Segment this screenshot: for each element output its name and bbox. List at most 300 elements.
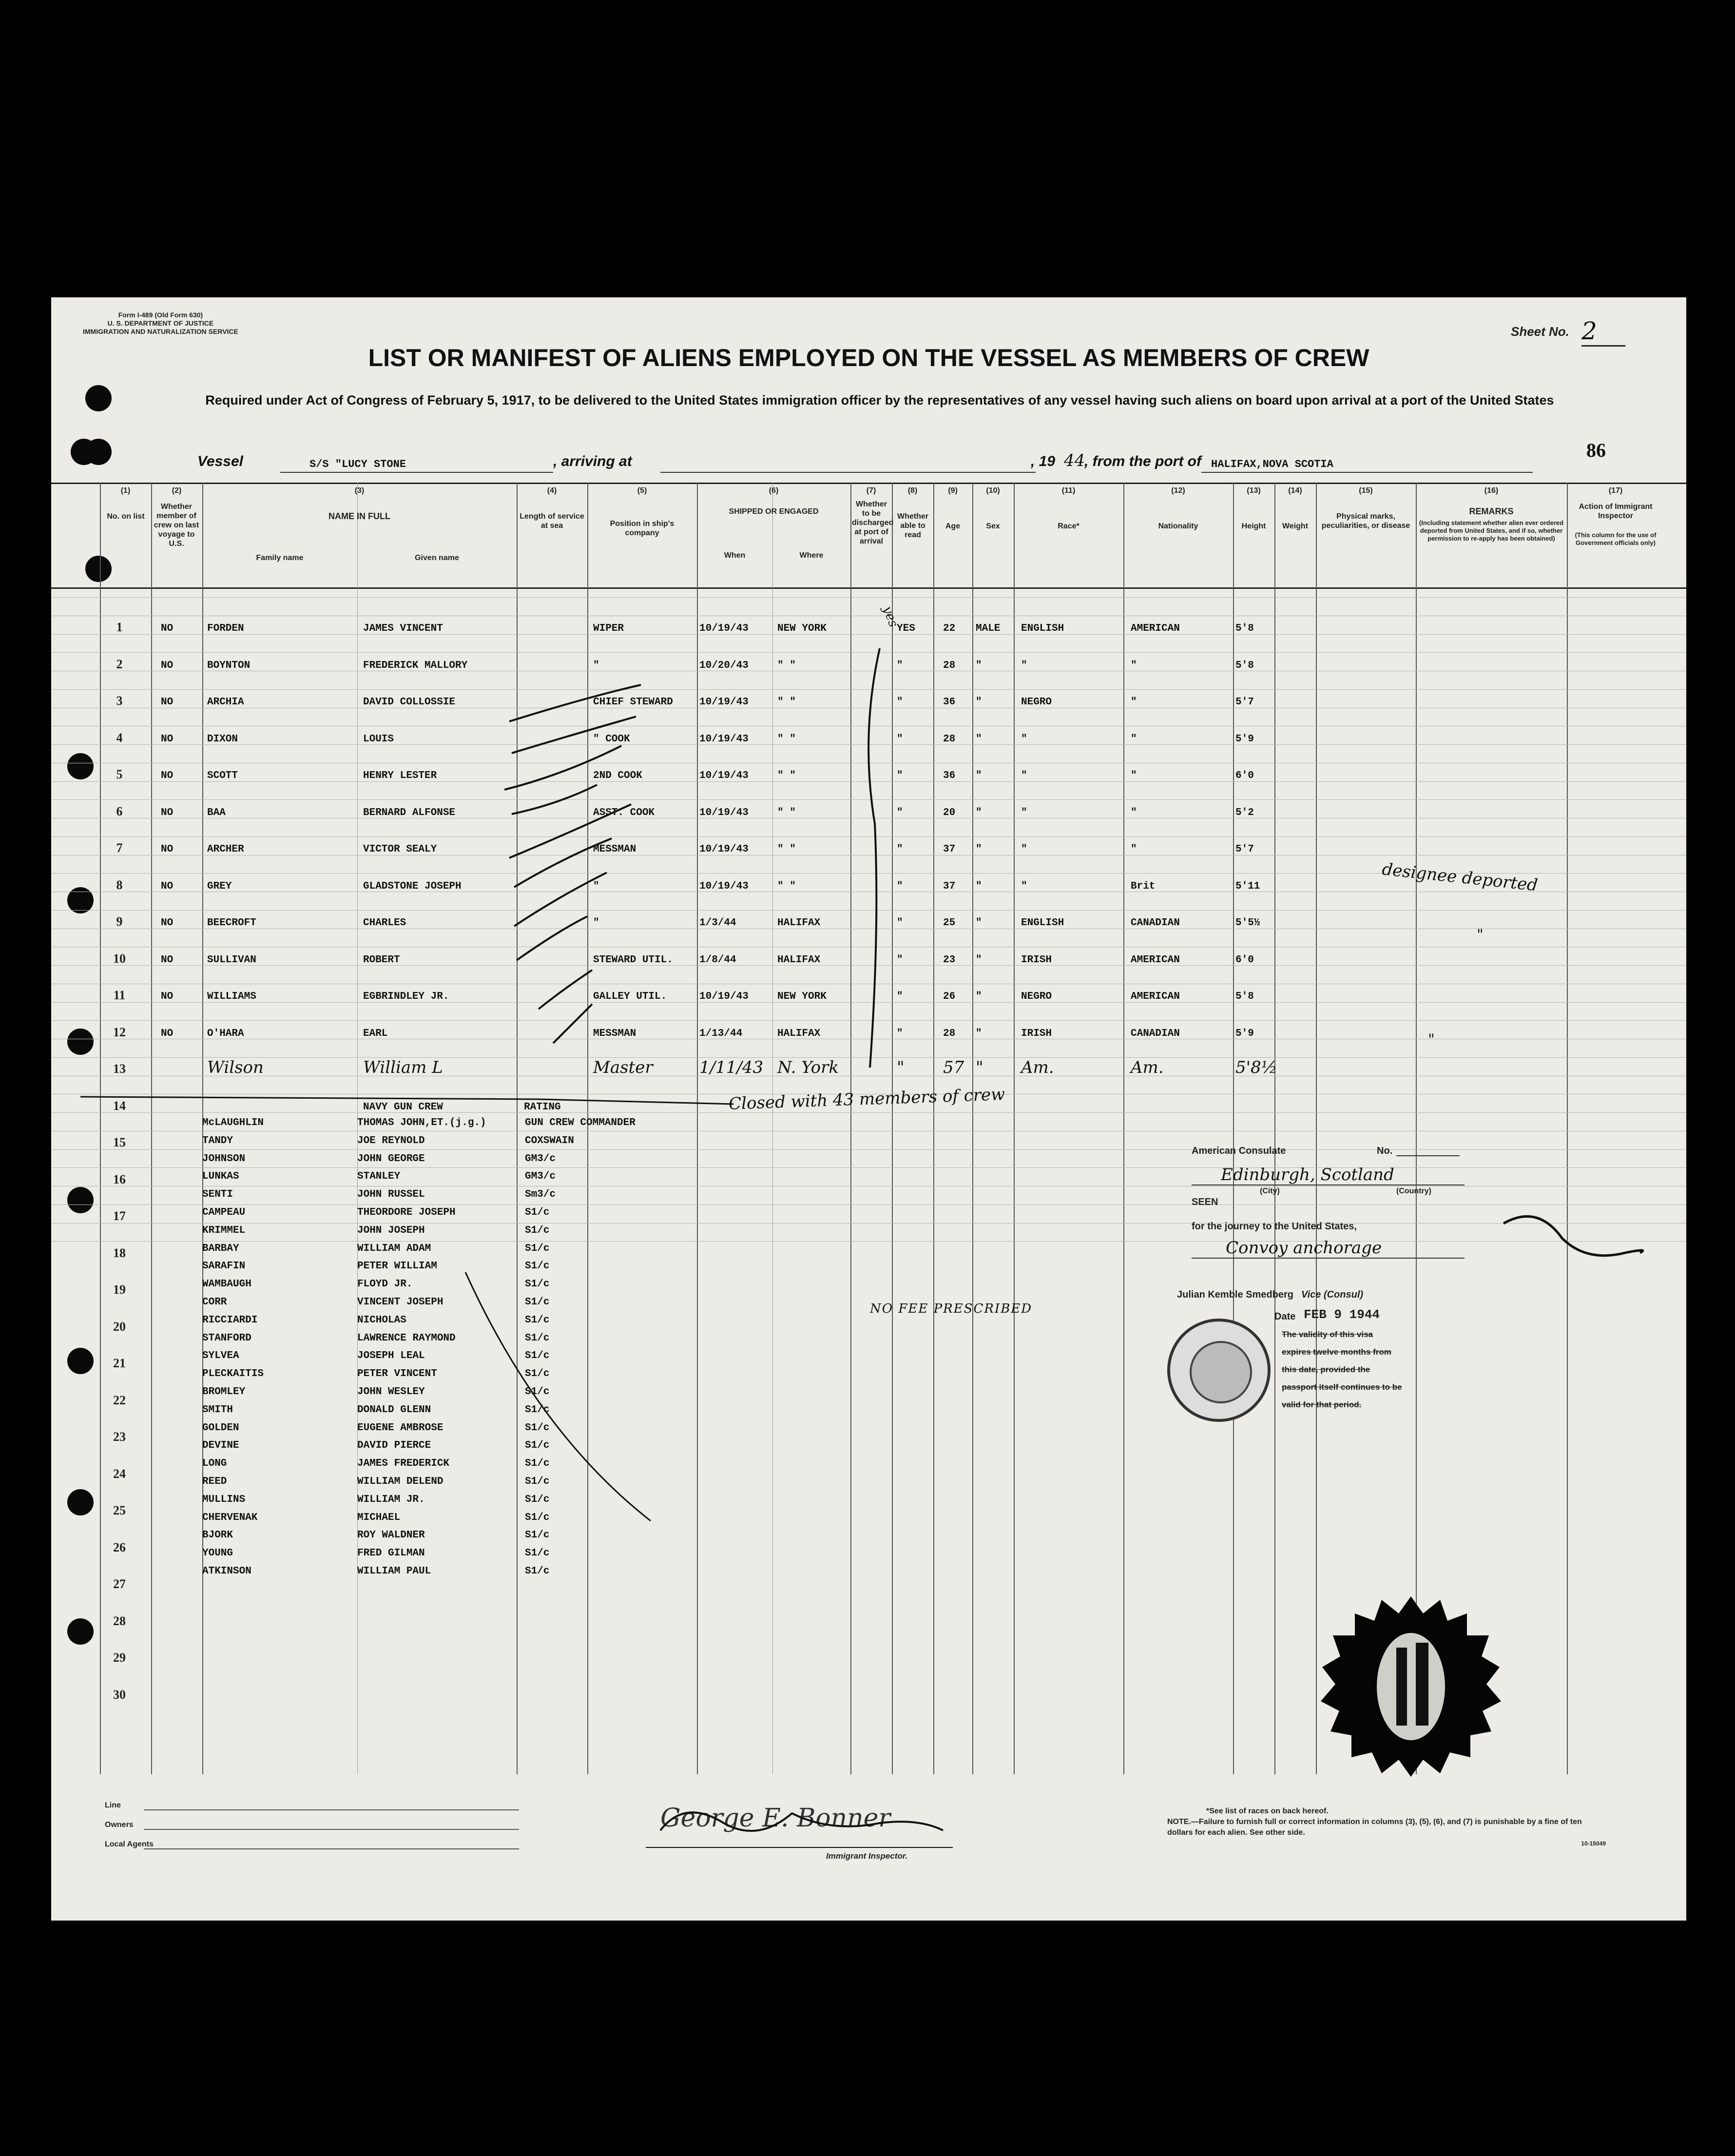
crew-cell-when: 10/19/43 [699, 697, 749, 708]
crew-cell-when: 10/19/43 [699, 880, 749, 892]
crew-cell-given: FREDERICK MALLORY [363, 660, 468, 671]
crew-cell-when: 10/19/43 [699, 770, 749, 781]
col-header-position: Position in ship's company [610, 520, 675, 537]
crew-cell-where: " " [777, 660, 796, 671]
col-header-action-note: (This column for the use of Government officials only) [1575, 531, 1657, 546]
crew-cell-sex: " [976, 844, 982, 855]
row-number: 11 [113, 988, 126, 1002]
crew-cell-when: 10/19/43 [699, 991, 749, 1002]
remark-ditto: " [1477, 926, 1484, 943]
crew-cell-where: " " [777, 880, 796, 892]
crew-cell-age: 28 [943, 1028, 956, 1039]
crew-cell-where: " " [777, 770, 796, 781]
col-number: (12) [1171, 486, 1185, 495]
crew-cell-nationality: " [1131, 807, 1137, 818]
crew-cell-given: EGBRINDLEY JR. [363, 991, 449, 1002]
crew-cell-when: 1/13/44 [699, 1028, 743, 1039]
crew-cell-height: 5'8 [1235, 623, 1254, 634]
gun-crew-rating: S1/c [525, 1404, 550, 1416]
gun-crew-family: STANFORD [202, 1332, 251, 1344]
consul-signature [1504, 1216, 1643, 1255]
crew-cell-race: " [1021, 807, 1027, 818]
crew-cell-where: " " [777, 807, 796, 818]
crew-cell-sex: " [976, 697, 982, 708]
crew-cell-family: GREY [207, 880, 232, 892]
crew-cell-read: " [897, 954, 903, 966]
crew-cell-sex: " [976, 917, 982, 929]
crew-cell-position: ASST. COOK [593, 807, 655, 818]
crew-cell-family: WILLIAMS [207, 991, 256, 1002]
crew-cell-race: NEGRO [1021, 697, 1052, 708]
gun-crew-given: JOHN WESLEY [357, 1386, 425, 1398]
col-number: (5) [637, 486, 647, 495]
crew-cell-when: 1/3/44 [699, 917, 736, 929]
row-number: 7 [116, 841, 123, 855]
discharged-bracket [868, 648, 880, 1068]
crew-cell-sex: " [976, 807, 982, 818]
crew-cell-height: 5'5½ [1235, 917, 1260, 929]
crew-cell-where: HALIFAX [777, 917, 821, 929]
gun-crew-family: RICCIARDI [202, 1314, 258, 1326]
gun-crew-given: DONALD GLENN [357, 1404, 431, 1416]
row-number: 9 [116, 914, 123, 929]
gun-crew-given: JAMES FREDERICK [357, 1458, 450, 1470]
crew-cell-given: JAMES VINCENT [363, 623, 443, 634]
col-header-family: Family name [256, 554, 304, 562]
gun-crew-rating: S1/c [525, 1548, 550, 1559]
crew-cell-read: YES [897, 623, 915, 634]
validity-note: The validity of this visa expires twelve months from this date, provided the passport itself continues to be valid for that period. [1282, 1330, 1402, 1409]
col-number: (16) [1484, 486, 1499, 495]
gun-crew-rating: S1/c [525, 1566, 550, 1577]
crew-cell-position: GALLEY UTIL. [593, 991, 667, 1002]
vessel-label: Vessel [197, 453, 243, 469]
row-number: 17 [113, 1209, 126, 1223]
inspector-label: Immigrant Inspector. [826, 1851, 908, 1861]
crew-cell-when: 10/19/43 [699, 807, 749, 818]
row-number: 1 [116, 620, 123, 634]
crew-cell-family: BAA [207, 807, 226, 818]
gun-crew-family: KRIMMEL [202, 1224, 246, 1236]
row-number: 19 [113, 1282, 126, 1297]
gun-crew-divider [80, 1097, 733, 1104]
consul-name: Julian Kemble Smedberg [1177, 1289, 1293, 1300]
row-number: 3 [116, 694, 123, 708]
crew-cell-height: 5'8 [1235, 991, 1254, 1002]
gun-crew-given: THEORDORE JOSEPH [357, 1207, 456, 1218]
col-header-last-voyage: Whether member of crew on last voyage to U.S. [154, 503, 199, 548]
footer-code: 10-15049 [1581, 1840, 1606, 1847]
col-number: (3) [354, 486, 365, 495]
gun-crew-given: WILLIAM PAUL [357, 1566, 431, 1577]
footer-notes [1167, 1806, 1606, 1849]
crew-cell-race: Am. [1021, 1058, 1054, 1077]
col-number: (13) [1247, 486, 1261, 495]
gun-crew-rating: S1/c [525, 1279, 550, 1290]
gun-crew-given: JOSEPH LEAL [357, 1350, 425, 1362]
crew-cell-where: " " [777, 733, 796, 745]
gun-crew-given: JOHN JOSEPH [357, 1224, 425, 1236]
crew-cell-height: 5'8 [1235, 660, 1254, 671]
col-number: (8) [907, 486, 918, 495]
discharged-yes: yes [880, 604, 901, 629]
manifest-sheet [51, 297, 1686, 1921]
gun-crew-family: GOLDEN [202, 1422, 239, 1434]
crew-cell-nationality: " [1131, 733, 1137, 745]
gun-crew-family: WAMBAUGH [202, 1279, 251, 1290]
row-number: 15 [113, 1135, 126, 1149]
footer-agents-label: Local Agents [105, 1840, 154, 1848]
gun-crew-family: LONG [202, 1458, 227, 1470]
gun-crew-rating: S1/c [525, 1512, 550, 1523]
crew-cell-race: " [1021, 770, 1027, 781]
crew-cell-age: 22 [943, 623, 956, 634]
col-header-where: Where [799, 551, 824, 560]
row-number: 5 [116, 767, 123, 781]
col-number: (7) [866, 486, 876, 495]
gun-crew-family: LUNKAS [202, 1171, 239, 1183]
crew-cell-height: 6'0 [1235, 770, 1254, 781]
sheet-number-value: 2 [1581, 317, 1625, 347]
crew-cell-last: NO [161, 1028, 174, 1039]
gun-crew-header: NAVY GUN CREW [363, 1102, 443, 1113]
gun-crew-rating: S1/c [525, 1458, 550, 1470]
crew-cell-nationality: " [1131, 844, 1137, 855]
col-header-remarks-note: (Including statement whether alien ever ordered deported from United States, and if so, whether permission to re-apply has been obtained) [1419, 519, 1564, 542]
crew-cell-sex: " [976, 660, 982, 671]
service-stroke [509, 685, 641, 721]
crew-cell-nationality: Am. [1131, 1058, 1164, 1077]
crew-cell-when: 10/20/43 [699, 660, 749, 671]
crew-cell-given: William L [363, 1058, 443, 1077]
gun-crew-rating: S1/c [525, 1422, 550, 1434]
crew-cell-height: 5'7 [1235, 697, 1254, 708]
col-header-age: Age [945, 522, 961, 530]
gun-crew-given: VINCENT JOSEPH [357, 1297, 443, 1308]
col-number: (9) [948, 486, 958, 495]
gun-crew-rating: Sm3/c [525, 1189, 556, 1201]
col-number: (6) [769, 486, 779, 495]
crew-cell-given: DAVID COLLOSSIE [363, 697, 456, 708]
crew-cell-race: ENGLISH [1021, 623, 1064, 634]
footer-line-label: Line [105, 1801, 121, 1809]
col-header-given: Given name [415, 554, 459, 562]
crew-cell-last: NO [161, 917, 174, 929]
gun-crew-given: FRED GILMAN [357, 1548, 425, 1559]
col-number: (17) [1608, 486, 1623, 495]
gun-crew-rating: S1/c [525, 1314, 550, 1326]
service-stroke [514, 873, 607, 926]
gun-crew-given: FLOYD JR. [357, 1279, 413, 1290]
crew-cell-nationality: CANADIAN [1131, 1028, 1180, 1039]
crew-cell-where: NEW YORK [777, 623, 827, 634]
col-header-race: Race* [1058, 522, 1080, 530]
year-value: 44 [1064, 451, 1085, 470]
gun-crew-family: SMITH [202, 1404, 233, 1416]
gun-crew-rating-header: RATING [524, 1102, 561, 1113]
gun-crew-rating: COXSWAIN [525, 1135, 574, 1146]
crew-cell-sex: " [976, 954, 982, 966]
gun-crew-rating: GUN CREW COMMANDER [525, 1117, 636, 1128]
crew-cell-last: NO [161, 954, 174, 966]
row-number: 12 [113, 1025, 126, 1039]
gun-crew-rating: S1/c [525, 1530, 550, 1541]
journey-label: for the journey to the United States, [1192, 1221, 1357, 1232]
gun-crew-rating: S1/c [525, 1368, 550, 1380]
footer-note-races: *See list of races on back hereof. [1206, 1807, 1329, 1815]
col-header-action: Action of Immigrant Inspector [1579, 503, 1653, 520]
gun-crew-given: WILLIAM JR. [357, 1494, 425, 1505]
crew-cell-family: SULLIVAN [207, 954, 256, 966]
crew-cell-sex: " [976, 991, 982, 1002]
crew-cell-read: " [897, 697, 903, 708]
gun-crew-family: MULLINS [202, 1494, 246, 1505]
crew-cell-read: " [897, 660, 903, 671]
crew-cell-age: 28 [943, 660, 956, 671]
crew-cell-last: NO [161, 733, 174, 745]
gun-crew-family: CORR [202, 1297, 227, 1308]
gun-crew-rating: S1/c [525, 1440, 550, 1452]
page-subtitle: Required under Act of Congress of February 5, 1917, to be delivered to the United States immigration officer by the representatives of any vessel having such aliens on board upon arrival at a port of the United States [205, 393, 1554, 408]
gun-crew-rating: S1/c [525, 1350, 550, 1362]
crew-cell-family: O'HARA [207, 1028, 244, 1039]
crew-cell-race: " [1021, 733, 1027, 745]
crew-cell-sex: " [976, 770, 982, 781]
gun-crew-family: SYLVEA [202, 1350, 239, 1362]
gun-crew-given: JOHN RUSSEL [357, 1189, 425, 1201]
crew-cell-sex: " [976, 1058, 983, 1077]
crew-cell-position: MESSMAN [593, 1028, 636, 1039]
crew-cell-position: " [593, 880, 599, 892]
crew-cell-given: EARL [363, 1028, 388, 1039]
crew-cell-sex: " [976, 880, 982, 892]
crew-cell-given: BERNARD ALFONSE [363, 807, 456, 818]
crew-cell-nationality: CANADIAN [1131, 917, 1180, 929]
gun-crew-given: EUGENE AMBROSE [357, 1422, 443, 1434]
page-title: LIST OR MANIFEST OF ALIENS EMPLOYED ON THE VESSEL AS MEMBERS OF CREW [368, 344, 1369, 371]
crew-cell-family: BEECROFT [207, 917, 256, 929]
gun-crew-family: SENTI [202, 1189, 233, 1201]
crew-cell-position: " COOK [593, 733, 630, 745]
crew-cell-height: 5'2 [1235, 807, 1254, 818]
service-stroke [514, 838, 612, 887]
crew-cell-family: ARCHER [207, 844, 244, 855]
service-stroke [517, 916, 587, 960]
gun-crew-family: DEVINE [202, 1440, 239, 1452]
gun-crew-rating: S1/c [525, 1261, 550, 1272]
crew-cell-position: " [593, 660, 599, 671]
crew-cell-position: CHIEF STEWARD [593, 697, 673, 708]
gun-crew-rating: GM3/c [525, 1171, 556, 1183]
crew-cell-family: BOYNTON [207, 660, 251, 671]
crew-cell-sex: " [976, 1028, 982, 1039]
consulate-label: American Consulate [1192, 1146, 1286, 1156]
crew-cell-where: HALIFAX [777, 954, 821, 966]
crew-cell-last: NO [161, 623, 174, 634]
col-number: (4) [547, 486, 557, 495]
crew-cell-given: CHARLES [363, 917, 406, 929]
crew-cell-height: 5'9 [1235, 733, 1254, 745]
gun-crew-given: THOMAS JOHN,ET.(j.g.) [357, 1117, 486, 1128]
crew-cell-where: N. York [777, 1058, 839, 1077]
crew-cell-given: HENRY LESTER [363, 770, 437, 781]
crew-cell-race: " [1021, 880, 1027, 892]
row-number: 14 [113, 1098, 126, 1113]
crew-cell-race: ENGLISH [1021, 917, 1064, 929]
col-number: (15) [1359, 486, 1373, 495]
form-line: IMMIGRATION AND NATURALIZATION SERVICE [83, 328, 238, 335]
crew-cell-when: 1/11/43 [699, 1058, 764, 1077]
service-stroke [553, 1004, 592, 1043]
crew-cell-where: NEW YORK [777, 991, 827, 1002]
gun-crew-given: WILLIAM DELEND [357, 1476, 443, 1487]
crew-cell-nationality: AMERICAN [1131, 954, 1180, 966]
crew-cell-position: Master [593, 1058, 653, 1077]
crew-cell-when: 10/19/43 [699, 623, 749, 634]
crew-cell-where: " " [777, 697, 796, 708]
crew-cell-age: 28 [943, 733, 956, 745]
crew-cell-read: " [897, 991, 903, 1002]
crew-cell-when: 10/19/43 [699, 733, 749, 745]
date-value: FEB 9 1944 [1304, 1307, 1380, 1322]
gun-crew-rating: S1/c [525, 1476, 550, 1487]
form-line: U. S. DEPARTMENT OF JUSTICE [107, 319, 214, 327]
arriving-label: , arriving at [553, 453, 632, 469]
row-number: 26 [113, 1540, 126, 1554]
row-number: 13 [113, 1062, 126, 1076]
crew-cell-race: IRISH [1021, 1028, 1052, 1039]
col-number: (10) [986, 486, 1000, 495]
consulate-no-label: No. [1377, 1146, 1393, 1156]
crew-cell-read: " [897, 733, 903, 745]
crew-cell-read: " [897, 770, 903, 781]
crew-cell-when: 10/19/43 [699, 844, 749, 855]
crew-cell-given: ROBERT [363, 954, 400, 966]
from-port-label: , from the port of [1084, 453, 1201, 469]
crew-cell-family: FORDEN [207, 623, 244, 634]
crew-cell-age: 25 [943, 917, 956, 929]
row-number: 2 [116, 657, 123, 671]
gun-crew-family: PLECKAITIS [202, 1368, 264, 1380]
crew-cell-read: " [897, 844, 903, 855]
gun-crew-given: PETER WILLIAM [357, 1261, 437, 1272]
crew-cell-last: NO [161, 697, 174, 708]
crew-cell-read: " [897, 807, 903, 818]
crew-cell-age: 20 [943, 807, 956, 818]
crew-cell-race: " [1021, 844, 1027, 855]
row-number: 6 [116, 804, 123, 818]
row-number: 23 [113, 1430, 126, 1444]
gun-crew-family: BJORK [202, 1530, 233, 1541]
service-stroke [504, 746, 621, 790]
gun-crew-family: McLAUGHLIN [202, 1117, 264, 1128]
crew-cell-read: " [897, 1058, 905, 1077]
crew-cell-position: 2ND COOK [593, 770, 642, 781]
gun-crew-given: LAWRENCE RAYMOND [357, 1332, 456, 1344]
gun-crew-rating: S1/c [525, 1243, 550, 1254]
vessel-name: S/S "LUCY STONE [309, 458, 406, 470]
service-stroke [539, 970, 592, 1009]
gun-crew-rating: S1/c [525, 1386, 550, 1398]
footer-owners-field [144, 1829, 519, 1830]
crew-cell-sex: " [976, 733, 982, 745]
col-number: (11) [1061, 486, 1076, 495]
gun-crew-given: WILLIAM ADAM [357, 1243, 431, 1254]
remark-ditto: " [1428, 1031, 1435, 1048]
gun-crew-rating: GM3/c [525, 1153, 556, 1165]
closed-note: Closed with 43 members of crew [728, 1085, 1005, 1114]
gun-crew-family: BROMLEY [202, 1386, 246, 1398]
crew-cell-when: 1/8/44 [699, 954, 736, 966]
crew-cell-family: ARCHIA [207, 697, 244, 708]
crew-cell-nationality: " [1131, 697, 1137, 708]
gun-crew-family: CHERVENAK [202, 1512, 258, 1523]
crew-cell-age: 57 [943, 1058, 964, 1077]
crew-cell-given: LOUIS [363, 733, 394, 745]
consulate-city: Edinburgh, Scotland [1221, 1165, 1394, 1185]
from-port-value: HALIFAX,NOVA SCOTIA [1211, 458, 1333, 470]
sheet-number-label: Sheet No. [1511, 324, 1569, 339]
service-stroke [509, 804, 631, 858]
col-header-no: No. on list [107, 512, 145, 521]
col-header-weight: Weight [1282, 522, 1309, 530]
city-label: (City) [1260, 1187, 1280, 1195]
row-number: 28 [113, 1613, 126, 1628]
crew-cell-race: NEGRO [1021, 991, 1052, 1002]
gun-crew-family: ATKINSON [202, 1566, 251, 1577]
journey-via: Convoy anchorage [1226, 1238, 1382, 1258]
crew-cell-last: NO [161, 844, 174, 855]
crew-cell-height: 6'0 [1235, 954, 1254, 966]
footer-owners-label: Owners [105, 1821, 134, 1829]
gun-crew-family: REED [202, 1476, 227, 1487]
row-number: 29 [113, 1651, 126, 1665]
crew-cell-height: 5'11 [1235, 880, 1260, 892]
gun-crew-given: JOHN GEORGE [357, 1153, 425, 1165]
gun-crew-given: DAVID PIERCE [357, 1440, 431, 1452]
seen-label: SEEN [1192, 1197, 1218, 1207]
col-header-name: NAME IN FULL [328, 511, 390, 521]
col-header-service: Length of service at sea [520, 512, 584, 530]
col-header-when: When [724, 551, 746, 560]
col-header-shipped: SHIPPED OR ENGAGED [729, 507, 819, 516]
gun-crew-given: STANLEY [357, 1171, 401, 1183]
form-line: Form I-489 (Old Form 630) [118, 311, 203, 319]
consul-title: Vice (Consul) [1301, 1289, 1364, 1300]
gun-crew-family: BARBAY [202, 1243, 239, 1254]
crew-cell-family: Wilson [207, 1058, 264, 1077]
col-header-sex: Sex [986, 522, 1000, 530]
col-header-read: Whether able to read [897, 512, 928, 539]
gun-crew-rating: S1/c [525, 1332, 550, 1344]
crew-cell-age: 37 [943, 844, 956, 855]
footer-note-fine: NOTE.—Failure to furnish full or correct information in columns (3), (5), (6), and (7) is punishable by a fine of ten dollars for each alien. See other side. [1167, 1818, 1582, 1837]
col-header-nationality: Nationality [1158, 522, 1198, 530]
col-number: (14) [1288, 486, 1302, 495]
gun-crew-given: ROY WALDNER [357, 1530, 425, 1541]
row-number: 18 [113, 1245, 126, 1260]
crew-cell-position: STEWARD UTIL. [593, 954, 673, 966]
crew-cell-height: 5'7 [1235, 844, 1254, 855]
crew-cell-height: 5'9 [1235, 1028, 1254, 1039]
crew-cell-height: 5'8½ [1235, 1058, 1277, 1077]
row-number: 10 [113, 951, 126, 966]
gun-crew-closing-stroke [465, 1272, 651, 1521]
crew-cell-given: VICTOR SEALY [363, 844, 437, 855]
crew-cell-read: " [897, 917, 903, 929]
gun-crew-family: CAMPEAU [202, 1207, 246, 1218]
row-number: 30 [113, 1687, 126, 1702]
